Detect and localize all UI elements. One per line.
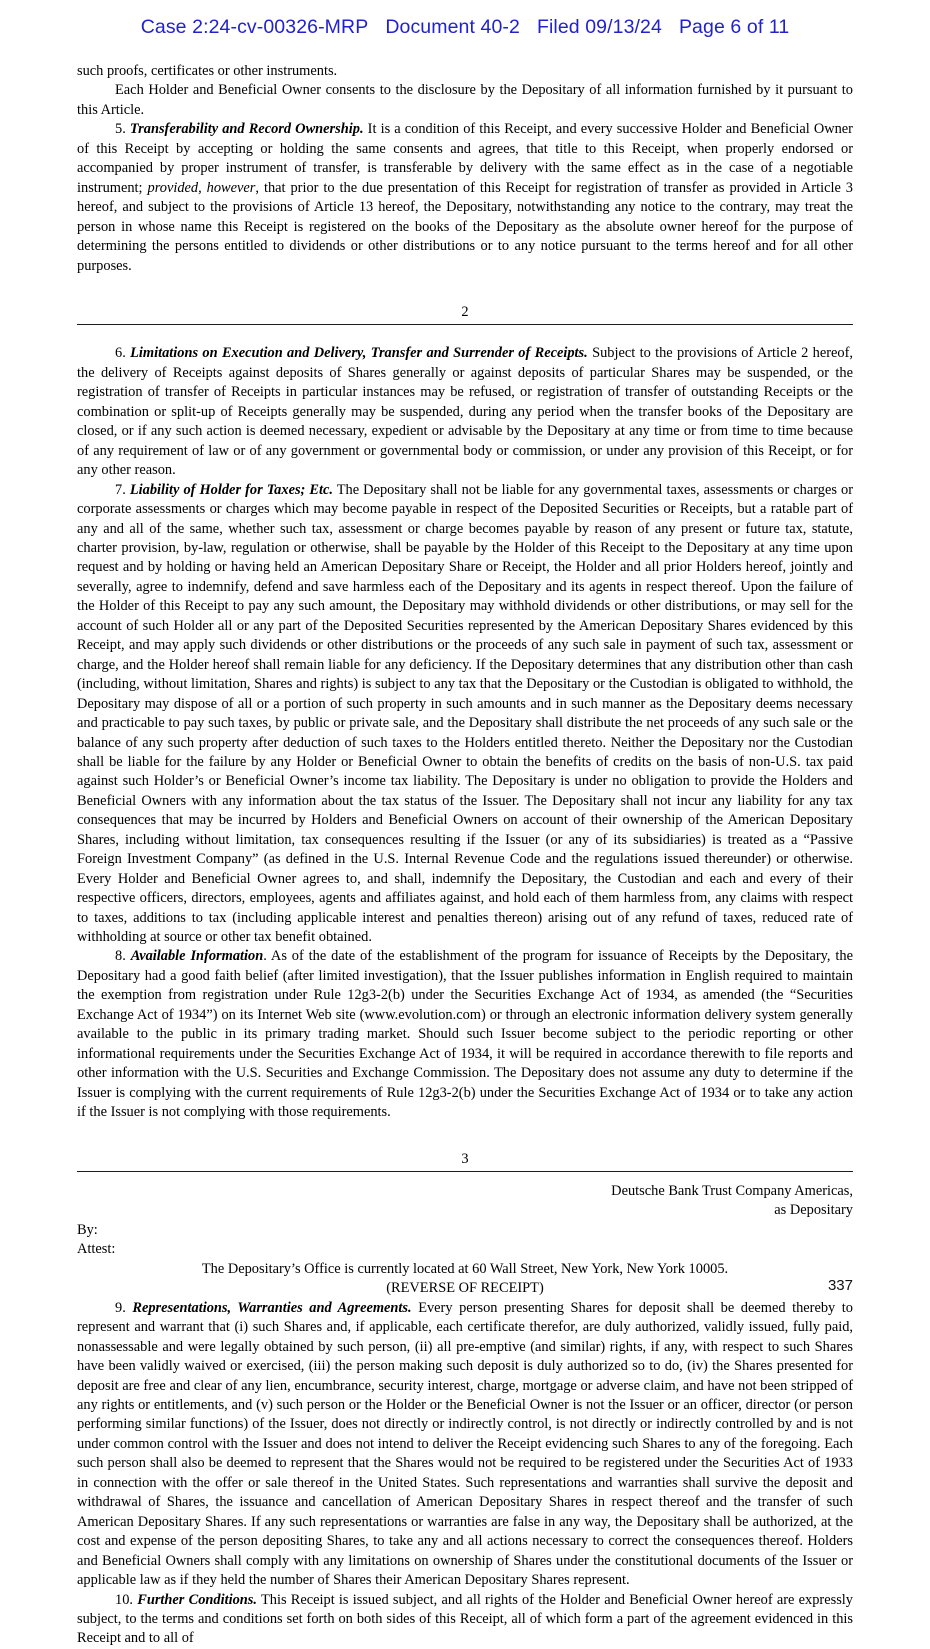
section-6-paragraph xyxy=(77,344,853,480)
ecf-header-stamp xyxy=(0,16,930,39)
section-5-paragraph xyxy=(77,120,853,276)
section-5-text-1: It is a condition of this Receipt, and every successive Holder and Beneficial Owner of this Receipt by accepting or holding the same consents and agrees, that title to this Receipt, when properly endorsed or accompanied by proper instrument of transfer, is transferable by delivery with the same effect as in the case of a negotiable instrument; xyxy=(77,121,853,196)
section-10-paragraph xyxy=(77,1591,853,1649)
section-8-text: . As of the date of the establishment of the program for issuance of Receipts by the Depositary, the Depositary had a good faith belief (after limited investigation), that the Issuer publishes information in English required to maintain the exemption from registration under Rule 12g3-2(b) under the Securities Exchange Act of 1934, as amended (the “Securities Exchange Act of 1934”) on its Internet Web site (www.evolution.com) or through an electronic information delivery system generally available to the public in its primary trading market. Should such Issuer become subject to the periodic reporting or other informational requirements under the Securities Exchange Act of 1934, it will be required in accordance therewith to file reports and other information with the U.S. Securities and Exchange Commission. The Depositary does not assume any duty to determine if the Issuer is complying with the current requirements of Rule 12g3-2(b) under the Securities Exchange Act of 1934 or to take any action if the Issuer is not complying with those requirements. xyxy=(77,948,853,1121)
reverse-of-receipt-label: (REVERSE OF RECEIPT) xyxy=(386,1280,544,1297)
section-5-italic-proviso: provided, however xyxy=(147,179,256,196)
section-9-heading: Representations, Warranties and Agreements. xyxy=(132,1299,412,1316)
section-5-heading: Transferability and Record Ownership. xyxy=(129,121,364,138)
section-7-paragraph xyxy=(77,481,853,948)
section-5-text-2: , that prior to the due presentation of this Receipt for registration of transfer as provided in Article 3 hereof, and subject to the provisions of Article 13 hereof, the Depositary, notwithstanding any notice to the contrary, may treat the person in whose name this Receipt is registered on the books of the Depositary as the absolute owner hereof for the purpose of determining the persons entitled to dividends or other distributions or to any notice pursuant to the terms hereof and for all other purposes. xyxy=(77,179,853,274)
signature-by-label: By: xyxy=(77,1221,98,1238)
section-7-heading: Liability of Holder for Taxes; Etc. xyxy=(129,481,333,498)
depositary-company-line-1: Deutsche Bank Trust Company Americas, xyxy=(611,1183,853,1200)
section-8-paragraph xyxy=(77,947,853,1122)
section-9-paragraph xyxy=(77,1299,853,1591)
paragraph-continuation: such proofs, certificates or other instruments. xyxy=(77,63,338,79)
signature-attest-label: Attest: xyxy=(77,1241,116,1258)
depositary-office-notice: The Depositary’s Office is currently located at 60 Wall Street, New York, New York 10005. xyxy=(201,1260,729,1277)
depositary-company-line-2: as Depositary xyxy=(774,1202,853,1219)
section-10-text: This Receipt is issued subject, and all rights of the Holder and Beneficial Owner hereof are expressly subject, to the terms and conditions set forth on both sides of this Receipt, all of which form a part of the agreement evidenced in this Receipt and to all of xyxy=(77,1591,853,1647)
section-9-text: Every person presenting Shares for deposit shall be deemed thereby to represent and warrant that (i) such Shares and, if applicable, each certificate therefor, are duly authorized, validly issued, fully paid, nonassessable and were legally obtained by such person, (ii) all pre-emptive (and similar) rights, if any, with respect to such Shares have been validly waived or exercised, (iii) the person making such deposit is duly authorized so to do, (iv) the Shares presented for deposit are free and clear of any lien, encumbrance, security interest, charge, mortgage or adverse claim, and have not been stripped of any rights or entitlements, and (v) such person or the Holder or the Beneficial Owner is not the Issuer or an officer, director (or person performing similar functions) of the Issuer, does not directly or indirectly control, is not directly or indirectly controlled by and is not under common control with the Issuer and does not intend to deliver the Receipt evidencing such Shares to any of the foregoing. Each such person shall also be deemed to represent that the Shares would not be required to be registered under the Securities Act of 1933 in connection with the offer or sale thereof in the United States. Such representations and warranties shall survive the deposit and withdrawal of Shares, the issuance and cancellation of American Depositary Shares in respect thereof and the transfer of such American Depositary Shares. If any such representations or warranties are false in any way, the Depositary shall be authorized, at the cost and expense of the person depositing Shares, to take any and all actions necessary to correct the consequences thereof. Holders and Beneficial Owners shall comply with any limitations on ownership of Shares under the constitutional documents of the Issuer or applicable law as if they held the number of Shares their American Depositary Shares represent. xyxy=(77,1299,853,1589)
ecf-document-number: Document 40-2 xyxy=(385,16,520,38)
section-5-number: 5. xyxy=(115,121,126,138)
section-8-heading: Available Information xyxy=(130,948,264,965)
separator-block-1 xyxy=(77,303,853,325)
section-6-heading: Limitations on Execution and Delivery, Transfer and Surrender of Receipts. xyxy=(130,345,588,362)
section-10-number: 10. xyxy=(115,1591,133,1608)
section-7-text: The Depositary shall not be liable for any governmental taxes, assessments or charges or corporate assessments or charges which may become payable in respect of the Deposited Securities or Receipts, but a ratable part of any and all of the same, whether such tax, assessment or charge becomes payable by reason of any present or future tax, statute, charter provision, by-law, regulation or otherwise, shall be payable by the Holder of this Receipt to the Depositary at any time upon request and by holding or having held an American Depositary Share or Receipt, the Holder and all prior Holders hereof, jointly and severally, agree to indemnify, defend and save harmless each of the Depositary and its agents in respect thereof. Upon the failure of the Holder of this Receipt to pay any such amount, the Depositary may withhold dividends or other distributions, or may sell for the account of such Holder all or any part of the Deposited Securities represented by the American Depositary Shares evidenced by this Receipt, and may apply such dividends or other distributions or the proceeds of any such sale in payment of such tax, assessment or charge, and the Holder hereof shall remain liable for any deficiency. If the Depositary determines that any distribution other than cash (including, without limitation, Shares and rights) is subject to any tax that the Depositary or the Custodian is obligated to withhold, the Depositary may dispose of all or a portion of such property in such amounts and in such manner as the Depositary deems necessary and practicable to pay such taxes, by public or private sale, and the Depositary shall distribute the net proceeds of any such sale or the balance of any such property after deduction of such taxes to the Holders entitled thereto. Neither the Depositary nor the Custodian shall be liable for the failure by any Holder or Beneficial Owner to obtain the benefits of credits on the basis of non-U.S. tax paid against such Holder’s or Beneficial Owner’s income tax liability. The Depositary is under no obligation to provide the Holders and Beneficial Owners with any information about the tax status of the Issuer. The Depositary shall not incur any liability for any tax consequences that may be incurred by Holders and Beneficial Owners on account of their ownership of the American Depositary Shares, including without limitation, tax consequences resulting if the Issuer (or any of its subsidiaries) is treated as a “Passive Foreign Investment Company” (as defined in the U.S. Internal Revenue Code and the regulations issued thereunder) or otherwise. Every Holder and Beneficial Owner agrees to, and shall, indemnify the Depositary, the Custodian and each and every of their respective officers, directors, employees, agents and affiliates against, and hold each of them harmless from, any claims with respect to taxes, additions to tax (including applicable interest and penalties thereon) arising out of any refund of taxes, reduced rate of withholding at source or other tax benefit obtained. xyxy=(77,481,853,946)
ecf-filed-date: Filed 09/13/24 xyxy=(536,16,662,38)
section-7-number: 7. xyxy=(115,481,126,498)
paragraph-holder-consent: Each Holder and Beneficial Owner consents to the disclosure by the Depositary of all information furnished by it pursuant to this Article. xyxy=(77,82,853,118)
document-body xyxy=(77,62,853,1649)
section-6-text: Subject to the provisions of Article 2 hereof, the delivery of Receipts against deposits of Shares generally or against deposits of particular Shares may be suspended, or the registration of transfer of Receipts in particular instances may be refused, or registration of transfer of outstanding Receipts or the combination or split-up of Receipts generally may be suspended, during any period when the transfer books of the Depositary are closed, or if any such action is deemed necessary, expedient or advisable by the Depositary at any time or from time to time because of any requirement of law or of any government or governmental body or commission, or under any provision of this Receipt, or for any other reason. xyxy=(77,345,853,479)
section-8-number: 8. xyxy=(115,948,126,965)
ecf-case-number: Case 2:24-cv-00326-MRP xyxy=(140,16,369,38)
separator-page-number-1: 2 xyxy=(461,303,469,320)
separator-block-2 xyxy=(77,1150,853,1172)
separator-page-number-2: 3 xyxy=(461,1150,469,1167)
section-9-number: 9. xyxy=(115,1299,126,1316)
section-6-number: 6. xyxy=(115,345,126,362)
ecf-page-number: Page 6 of 11 xyxy=(678,16,790,38)
bates-stamp: 337 xyxy=(827,1277,853,1294)
section-10-heading: Further Conditions. xyxy=(137,1591,258,1608)
